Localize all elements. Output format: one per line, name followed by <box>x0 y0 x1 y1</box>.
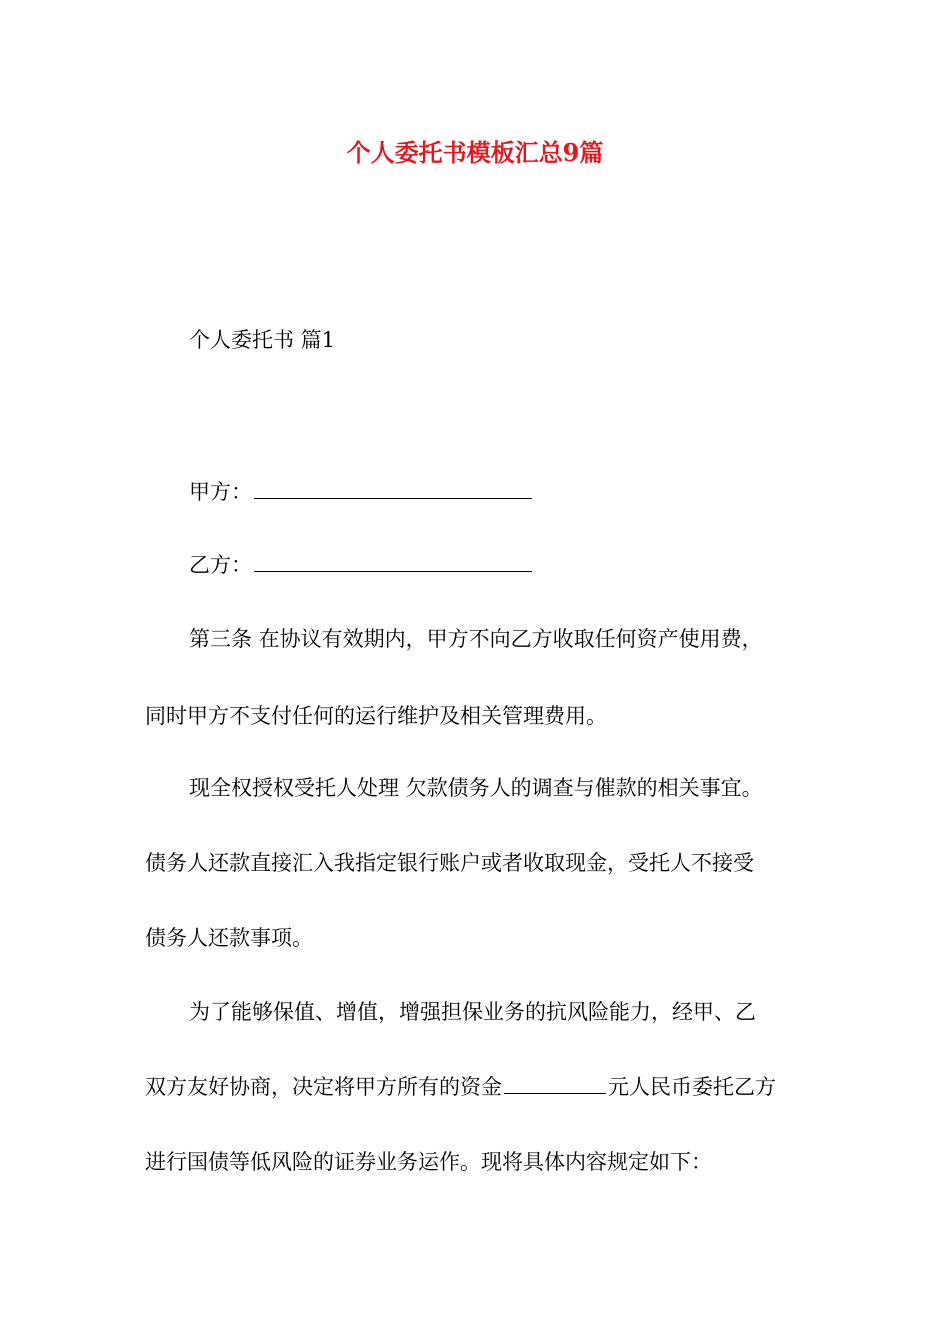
document-title: 个人委托书模板汇总9篇 <box>346 138 604 167</box>
party-b-label: 乙方： <box>189 553 252 577</box>
party-a-blank <box>254 480 532 499</box>
paragraph-2-line-3: 债务人还款事项。 <box>145 926 313 950</box>
paragraph-3-line-1: 为了能够保值、增值，增强担保业务的抗风险能力，经甲、乙 <box>189 1000 756 1024</box>
section-heading: 个人委托书 篇1 <box>189 328 336 352</box>
party-b-blank <box>254 553 532 572</box>
paragraph-3-line-2 <box>145 1072 776 1102</box>
fund-amount-blank <box>504 1075 606 1094</box>
paragraph-3-line-2-after: 元人民币委托乙方 <box>608 1075 776 1099</box>
paragraph-3-line-2-before: 双方友好协商，决定将甲方所有的资金 <box>145 1075 502 1099</box>
paragraph-1-line-1: 第三条 在协议有效期内，甲方不向乙方收取任何资产使用费， <box>189 627 763 651</box>
paragraph-3-line-3: 进行国债等低风险的证券业务运作。现将具体内容规定如下： <box>145 1150 712 1174</box>
paragraph-1-line-2: 同时甲方不支付任何的运行维护及相关管理费用。 <box>145 704 607 728</box>
paragraph-2-line-2: 债务人还款直接汇入我指定银行账户或者收取现金，受托人不接受 <box>145 851 754 875</box>
party-b-line <box>189 550 532 580</box>
paragraph-2-line-1: 现全权授权受托人处理 欠款债务人的调查与催款的相关事宜。 <box>189 776 763 800</box>
party-a-line <box>189 477 532 507</box>
party-a-label: 甲方： <box>189 480 252 504</box>
